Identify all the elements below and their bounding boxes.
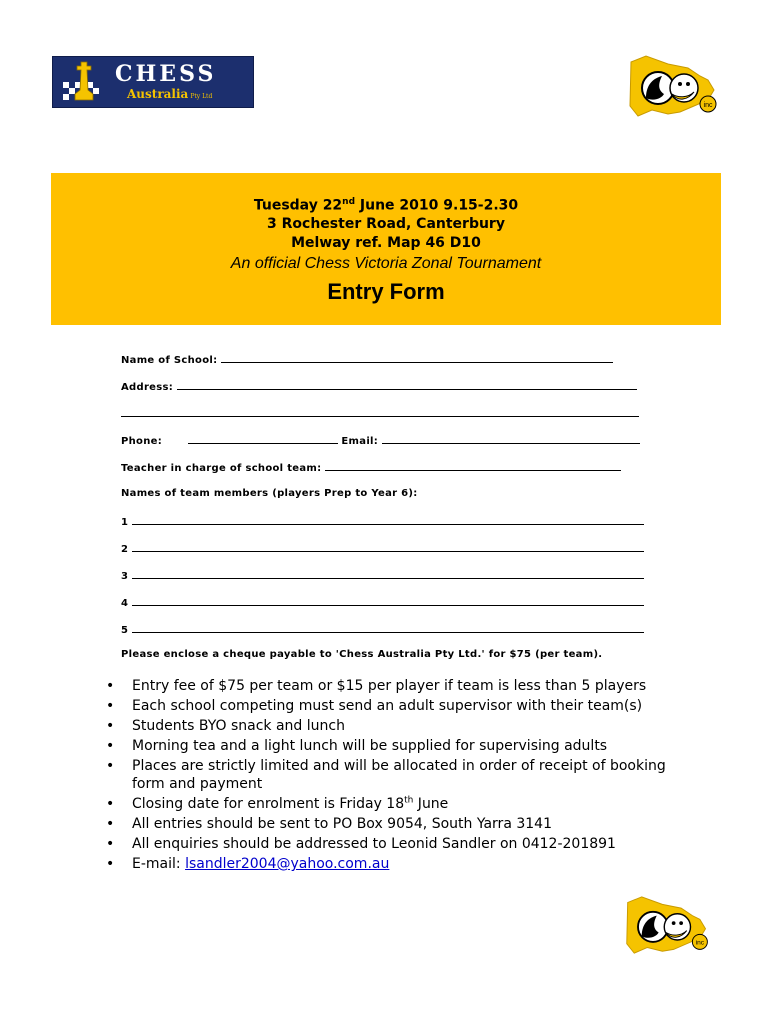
email-label: Email: (341, 436, 379, 447)
member-row (121, 596, 644, 609)
chess-victoria-emblem (628, 54, 720, 118)
school-name-field[interactable] (221, 353, 613, 363)
school-name-label: Name of School: (121, 355, 218, 366)
member-field-3[interactable] (132, 569, 644, 579)
cheque-note: Please enclose a cheque payable to 'Chess Australia Pty Ltd.' for $75 (per team). (121, 649, 603, 660)
school-name-row (121, 353, 613, 366)
list-item: • Entry fee of $75 per team or $15 per player if team is less than 5 players (100, 677, 700, 695)
email-link[interactable]: lsandler2004@yahoo.com.au (185, 856, 390, 872)
member-row (121, 515, 644, 528)
member-number: 5 (121, 625, 129, 636)
address-row (121, 380, 637, 393)
chess-australia-logo (52, 56, 254, 108)
page-title: Entry Form (327, 279, 445, 304)
email-field[interactable] (382, 434, 640, 444)
list-item: • All entries should be sent to PO Box 9054, South Yarra 3141 (100, 815, 700, 833)
info-bullet-list (100, 677, 700, 875)
member-field-4[interactable] (132, 596, 644, 606)
member-field-2[interactable] (132, 542, 644, 552)
teacher-label: Teacher in charge of school team: (121, 463, 322, 474)
emblem-inc-text: inc (695, 939, 705, 947)
logo-chess-text: CHESS (115, 61, 217, 87)
member-number: 3 (121, 571, 129, 582)
member-field-1[interactable] (132, 515, 644, 525)
member-number: 2 (121, 544, 129, 555)
event-address: 3 Rochester Road, Canterbury (267, 216, 505, 232)
official-tournament-subtitle: An official Chess Victoria Zonal Tournament (230, 255, 542, 272)
member-row (121, 623, 644, 636)
list-item: • E-mail: lsandler2004@yahoo.com.au (100, 855, 700, 873)
team-members-heading: Names of team members (players Prep to Year 6): (121, 488, 418, 499)
teacher-field[interactable] (325, 461, 621, 471)
chess-victoria-emblem (624, 895, 712, 955)
event-date: Tuesday 22nd June 2010 9.15-2.30 (253, 197, 519, 214)
list-item: • Places are strictly limited and will be allocated in order of receipt of booking form and payment (100, 757, 700, 793)
member-number: 4 (121, 598, 129, 609)
melway-ref: Melway ref. Map 46 D10 (291, 235, 481, 251)
address-label: Address: (121, 382, 174, 393)
chess-piece-icon (61, 60, 105, 104)
logo-australia-text: Australia Pty Ltd (127, 87, 213, 101)
list-item: • Closing date for enrolment is Friday 18th June (100, 795, 700, 813)
phone-email-row (121, 434, 640, 447)
teacher-row (121, 461, 621, 474)
address-line-2-row (121, 407, 639, 420)
phone-label: Phone: (121, 436, 163, 447)
member-row (121, 542, 644, 555)
list-item: • Students BYO snack and lunch (100, 717, 700, 735)
list-item: • Each school competing must send an adult supervisor with their team(s) (100, 697, 700, 715)
list-item: • All enquiries should be addressed to Leonid Sandler on 0412-201891 (100, 835, 700, 853)
address-field-line-2[interactable] (121, 407, 639, 417)
member-number: 1 (121, 517, 129, 528)
list-item: • Morning tea and a light lunch will be supplied for supervising adults (100, 737, 700, 755)
emblem-inc-text: inc (703, 102, 713, 109)
member-row (121, 569, 644, 582)
address-field[interactable] (177, 380, 637, 390)
header-panel (51, 173, 721, 325)
member-field-5[interactable] (132, 623, 644, 633)
phone-field[interactable] (188, 434, 338, 444)
